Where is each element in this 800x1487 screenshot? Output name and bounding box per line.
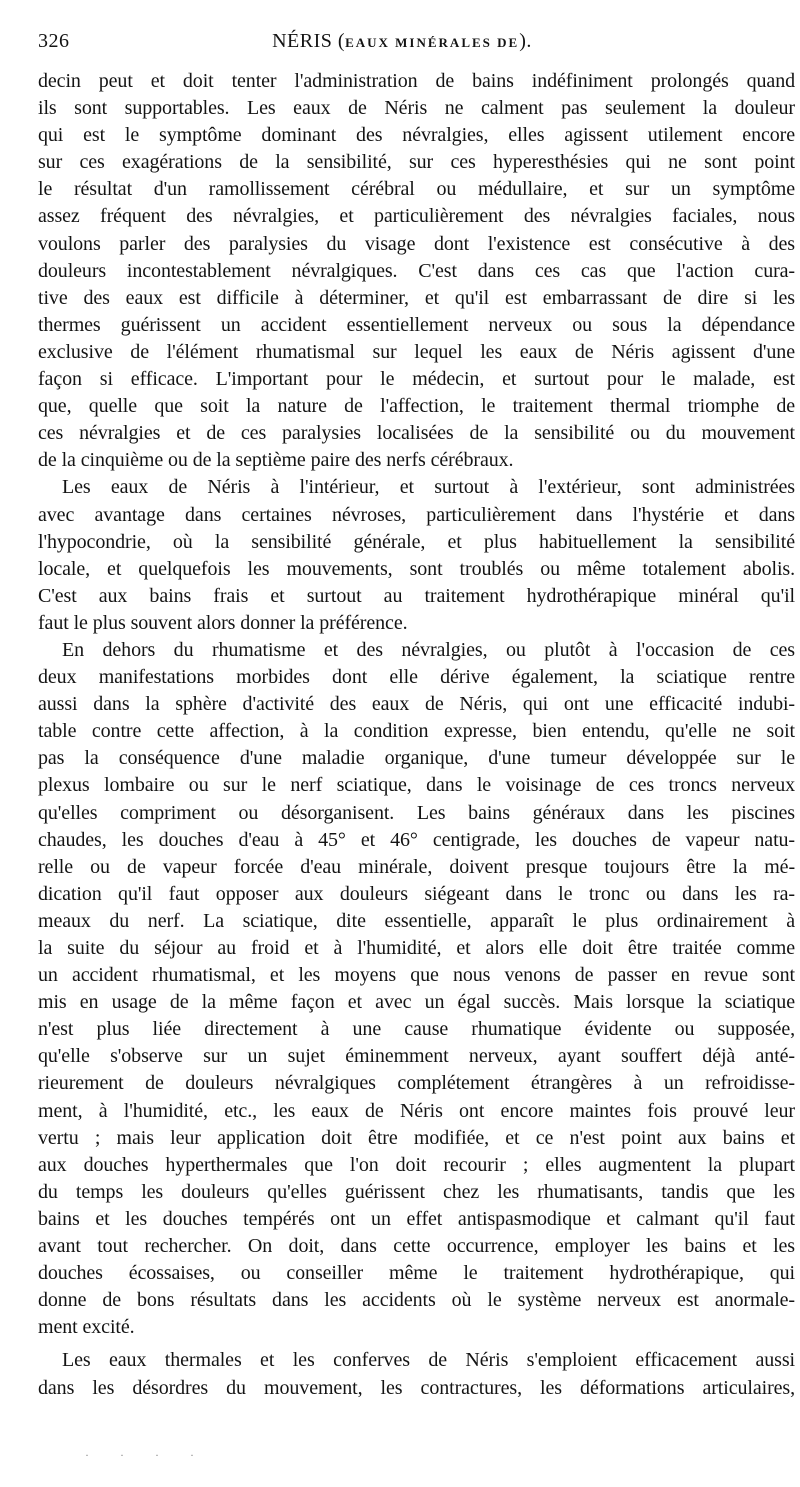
running-title-small: EAUX MINÉRALES DE (345, 35, 520, 50)
text-line: relle ou de vapeur forcée d'eau minérale, doivent presque toujours être la mé- (38, 855, 795, 878)
text-line: chaudes, les douches d'eau à 45° et 46° centigrade, les douches de vapeur natu- (38, 828, 795, 851)
text-line: deux manifestations morbides dont elle dérive également, la sciatique rentre (38, 666, 795, 689)
text-line: que, quelle que soit la nature de l'affection, le traitement thermal triomphe de (38, 395, 795, 418)
text-line: En dehors du rhumatisme et des névralgies, ou plutôt à l'occasion de ces (62, 638, 795, 661)
text-line: assez fréquent des névralgies, et particulièrement des névralgies faciales, nous (38, 205, 795, 228)
text-line: qu'elles compriment ou désorganisent. Les bains généraux dans les piscines (38, 801, 795, 824)
text-line: avec avantage dans certaines névroses, particulièrement dans l'hystérie et dans (38, 503, 795, 526)
text-line: bains et les douches tempérés ont un effet antispasmodique et calmant qu'il faut (38, 1207, 795, 1230)
text-line: qui est le symptôme dominant des névralgies, elles agissent utilement encore (38, 124, 795, 147)
running-title-main: NÉRIS ( (272, 30, 346, 52)
text-line: tive des eaux est difficile à déterminer, et qu'il est embarrassant de dire si les (38, 286, 795, 309)
text-line: aux douches hyperthermales que l'on doit recourir ; elles augmentent la plupart (38, 1153, 795, 1176)
text-line: C'est aux bains frais et surtout au traitement hydrothérapique minéral qu'il (38, 584, 795, 607)
text-line: donne de bons résultats dans les accidents où le système nerveux est anormale- (38, 1289, 795, 1312)
text-line: Les eaux de Néris à l'intérieur, et surtout à l'extérieur, sont administrées (62, 476, 795, 499)
body-text (38, 68, 795, 1402)
text-line: ces névralgies et de ces paralysies localisées de la sensibilité ou du mouvement (38, 422, 795, 445)
text-line: du temps les douleurs qu'elles guérissent chez les rhumatisants, tandis que les (38, 1180, 795, 1203)
text-line: decin peut et doit tenter l'administration de bains indéfiniment prolongés quand (38, 70, 795, 92)
page-header (38, 30, 766, 60)
text-line: n'est plus liée directement à une cause rhumatique évidente ou supposée, (38, 1018, 795, 1041)
text-line: pas la conséquence d'une maladie organique, d'une tumeur développée sur le (38, 747, 795, 770)
paragraph-1 (38, 68, 795, 474)
text-line: ils sont supportables. Les eaux de Néris ne calment pas seulement la douleur (38, 97, 795, 120)
text-line: douches écossaises, ou conseiller même le traitement hydrothérapique, qui (38, 1262, 795, 1285)
text-line: ment excité. (38, 1316, 135, 1339)
text-line: dans les désordres du mouvement, les contractures, les déformations articulaires, (38, 1376, 795, 1399)
paragraph-3 (38, 637, 795, 1341)
running-title (38, 30, 766, 53)
text-line: qu'elle s'observe sur un sujet éminemment nerveux, ayant souffert déjà anté- (38, 1045, 795, 1068)
text-line: la suite du séjour au froid et à l'humidité, et alors elle doit être traitée comme (38, 937, 795, 959)
text-line: ment, à l'humidité, etc., les eaux de Néris ont encore maintes fois prouvé leur (38, 1099, 795, 1122)
text-line: voulons parler des paralysies du visage dont l'existence est consécutive à des (38, 232, 795, 255)
text-line: plexus lombaire ou sur le nerf sciatique, dans le voisinage de ces troncs nerveux (38, 774, 795, 797)
text-line: façon si efficace. L'important pour le médecin, et surtout pour le malade, est (38, 368, 795, 391)
text-line: faut le plus souvent alors donner la préférence. (38, 611, 408, 634)
text-line: rieurement de douleurs névralgiques complétement étrangères à un refroidisse- (38, 1072, 795, 1095)
text-line: le résultat d'un ramollissement cérébral ou médullaire, et sur un symptôme (38, 178, 795, 201)
text-line: sur ces exagérations de la sensibilité, sur ces hyperesthésies qui ne sont point (38, 151, 795, 174)
text-line: douleurs incontestablement névralgiques. C'est dans ces cas que l'action cura- (38, 259, 795, 282)
paragraph-4 (38, 1347, 795, 1401)
text-line: un accident rhumatismal, et les moyens que nous venons de passer en revue sont (38, 964, 795, 987)
bottom-marks: · · · · (85, 1448, 208, 1462)
text-line: Les eaux thermales et les conferves de Néris s'emploient efficacement aussi (62, 1349, 795, 1372)
paragraph-2 (38, 474, 795, 637)
text-line: mis en usage de la même façon et avec un égal succès. Mais lorsque la sciatique (38, 991, 795, 1014)
text-line: dication qu'il faut opposer aux douleurs siégeant dans le tronc ou dans les ra- (38, 882, 795, 905)
text-line: l'hypocondrie, où la sensibilité générale, et plus habituellement la sensibilité (38, 530, 795, 553)
text-line: table contre cette affection, à la condition expresse, bien entendu, qu'elle ne soit (38, 720, 795, 743)
text-line: meaux du nerf. La sciatique, dite essentielle, apparaît le plus ordinairement à (38, 909, 795, 932)
text-line: exclusive de l'élément rhumatismal sur lequel les eaux de Néris agissent d'une (38, 340, 795, 363)
text-line: locale, et quelquefois les mouvements, sont troublés ou même totalement abolis. (38, 557, 795, 580)
text-line: thermes guérissent un accident essentiellement nerveux ou sous la dépendance (38, 313, 795, 336)
page-number: 326 (38, 30, 70, 52)
text-line: de la cinquième ou de la septième paire des nerfs cérébraux. (38, 449, 514, 472)
running-title-end: ). (519, 30, 532, 52)
text-line: avant tout rechercher. On doit, dans cette occurrence, employer les bains et les (38, 1235, 795, 1258)
text-line: aussi dans la sphère d'activité des eaux de Néris, qui ont une efficacité indubi- (38, 693, 795, 716)
text-line: vertu ; mais leur application doit être modifiée, et ce n'est point aux bains et (38, 1126, 795, 1149)
